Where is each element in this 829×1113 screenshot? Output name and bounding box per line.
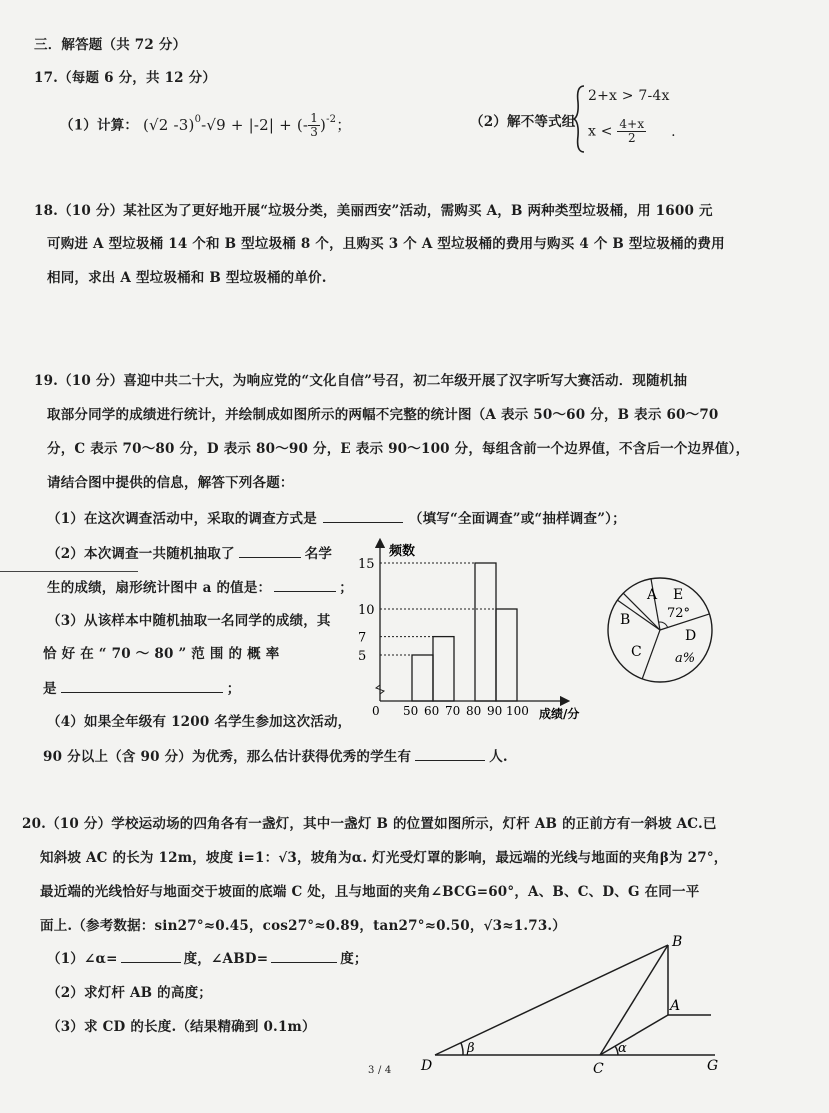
y-tick-label: 15 (358, 557, 375, 572)
bar-80-90 (475, 563, 496, 701)
expr-end: ； (336, 115, 352, 134)
q20-sub1-end: 度； (340, 951, 368, 967)
origin-label: 0 (372, 704, 380, 718)
bar-50-60 (412, 655, 433, 701)
answer-blank[interactable] (121, 948, 181, 963)
scan-margin-line (0, 571, 138, 572)
q20-sub1-alpha: （1）∠α= (47, 951, 118, 967)
x-tick-label: 100 (506, 704, 529, 718)
q20-sub2: （2）求灯杆 AB 的高度； (47, 985, 212, 1001)
frequency-bar-chart (335, 535, 605, 725)
answer-blank[interactable] (415, 746, 485, 761)
x-tick-label: 50 (403, 704, 419, 718)
q19-sub2-end: ； (339, 580, 353, 596)
q19-sub3-line1: （3）从该样本中随机抽取一名同学的成绩，其 (47, 613, 331, 629)
answer-blank[interactable] (274, 577, 336, 592)
inequality-line-1: 2+x > 7-4x (588, 88, 670, 104)
q18-line-2: 可购进 A 型垃圾桶 14 个和 B 型垃圾桶 8 个，且购买 3 个 A 型垃圾桶的费用与购买 4 个 B 型垃圾桶的费用 (47, 236, 725, 252)
expr-exp-2: -2 (326, 113, 337, 125)
label-beta: β (467, 1041, 475, 1056)
bar-60-70 (433, 637, 454, 701)
y-axis-label: 频数 (389, 544, 416, 559)
pie-label-D: D (685, 628, 697, 644)
ineq2-fraction (617, 118, 646, 145)
q19-sub4-end: 人. (489, 749, 508, 765)
answer-blank[interactable] (61, 678, 223, 693)
q19-sub2-text-2: 生的成绩，扇形统计图中 a 的值是： (47, 580, 272, 596)
q20-sub1-abd: 度，∠ABD= (183, 951, 269, 967)
q19-line-4: 请结合图中提供的信息，解答下列各题： (47, 475, 294, 491)
q17-part1 (60, 112, 351, 139)
sector-pie-chart (605, 570, 715, 690)
q19-sub4-text: 90 分以上（含 90 分）为优秀，那么估计获得优秀的学生有 (43, 749, 412, 765)
q20-line-2: 知斜坡 AC 的长为 12m，坡度 i=1：√3，坡角为α. 灯光受灯罩的影响，最远端的光线与地面的夹角β为 27°， (40, 850, 728, 866)
pie-label-C: C (631, 644, 642, 660)
q18-line-3: 相同，求出 A 型垃圾桶和 B 型垃圾桶的单价. (47, 270, 327, 286)
ineq2-end: . (671, 123, 676, 140)
x-axis-label: 成绩/分 (539, 707, 580, 721)
label-B: B (672, 934, 683, 950)
q20-line-1: 20.（10 分）学校运动场的四角各有一盏灯，其中一盏灯 B 的位置如图所示，灯杆 AB 的正前方有一斜坡 AC.已 (22, 816, 717, 832)
bar-90-100 (496, 609, 517, 701)
q19-sub4-line1: （4）如果全年级有 1200 名学生参加这次活动， (47, 714, 352, 730)
ineq2-lhs: x < (588, 123, 613, 140)
x-tick-label: 60 (424, 704, 440, 718)
label-C: C (593, 1061, 604, 1077)
q19-sub2-line2 (47, 576, 353, 596)
label-D: D (421, 1058, 433, 1074)
q19-sub1 (47, 507, 626, 527)
q19-sub3-end: ； (226, 681, 241, 697)
x-tick-label: 80 (466, 704, 482, 718)
line-DB (435, 945, 668, 1055)
pie-annotation-D: a% (675, 651, 696, 666)
label-G: G (707, 1058, 719, 1074)
y-tick-label: 7 (358, 630, 367, 646)
q19-sub2-line1 (47, 542, 332, 562)
q19-sub1-text: （1）在这次调查活动中，采取的调查方式是 (47, 511, 317, 527)
y-tick-label: 5 (358, 649, 367, 664)
q17-part2-label: （2）解不等式组 (470, 114, 576, 130)
q19-sub3-text: 是 (43, 681, 57, 697)
q19-sub2-unit: 名学 (304, 546, 333, 562)
pie-label-B: B (620, 612, 631, 628)
frac-denominator: 3 (310, 125, 319, 139)
pie-label-E: E (673, 587, 684, 603)
q19-sub1-hint: （填写“全面调查”或“抽样调查”）； (408, 511, 626, 527)
q20-sub1 (47, 947, 368, 967)
q19-line-3: 分，C 表示 70～80 分，D 表示 80～90 分，E 表示 90～100 分，每组含前一个边界值，不含后一个边界值）， (47, 441, 750, 457)
q19-sub3-line2: 恰 好 在 “ 70 ～ 80 ” 范 围 的 概 率 (43, 646, 280, 662)
pie-label-A: A (647, 587, 658, 603)
answer-blank[interactable] (323, 508, 403, 523)
slope-lamp-figure (415, 930, 735, 1080)
expr-fraction (308, 112, 320, 139)
q17-heading: 17.（每题 6 分，共 12 分） (34, 70, 217, 86)
label-A: A (670, 998, 681, 1014)
q19-line-1: 19.（10 分）喜迎中共二十大，为响应党的“文化自信”号召，初二年级开展了汉字听写大赛活动．现随机抽 (34, 373, 688, 389)
x-tick-label: 90 (487, 704, 503, 718)
y-tick-label: 10 (358, 603, 375, 618)
q19-line-2: 取部分同学的成绩进行统计，并绘制成如图所示的两幅不完整的统计图（A 表示 50～60 分，B 表示 60～70 (47, 407, 719, 423)
q20-sub3: （3）求 CD 的长度.（结果精确到 0.1m） (47, 1019, 316, 1035)
expr-part-c: ) (320, 115, 327, 134)
slope-CA (600, 1015, 668, 1055)
beta-arc (461, 1043, 463, 1055)
q19-sub4-line2 (43, 745, 508, 765)
q20-line-4: 面上.（参考数据：sin27°≈0.45，cos27°≈0.89，tan27°≈0.50，√3≈1.73.） (40, 918, 567, 934)
q19-sub3-line3 (43, 677, 240, 697)
answer-blank[interactable] (239, 543, 301, 558)
brace-icon (572, 84, 586, 154)
inequality-line-2 (588, 118, 676, 145)
q17-part1-expression (143, 111, 352, 139)
q19-sub2-text: （2）本次调查一共随机抽取了 (47, 546, 235, 562)
section-title: 三．解答题（共 72 分） (34, 37, 187, 53)
ineq2-numerator: 4+x (619, 117, 645, 131)
q20-line-3: 最近端的光线恰好与地面交于坡面的底端 C 处，且与地面的夹角∠BCG=60°，A、B、C、D、G 在同一平 (40, 884, 700, 900)
ineq2-denominator: 2 (627, 131, 636, 145)
label-alpha: α (618, 1041, 627, 1056)
q18-line-1: 18.（10 分）某社区为了更好地开展“垃圾分类，美丽西安”活动，需购买 A，B 两种类型垃圾桶，用 1600 元 (34, 203, 713, 219)
pie-divider (642, 630, 660, 679)
expr-part-a: (√2 -3) (143, 115, 195, 134)
expr-part-b: -√9 + |-2| + (- (201, 115, 309, 134)
frac-numerator: 1 (310, 111, 319, 125)
x-tick-label: 70 (445, 704, 461, 718)
q17-part1-label: （1）计算： (60, 117, 139, 134)
pie-annotation-E: 72° (667, 606, 691, 621)
page-number: 3 / 4 (368, 1065, 392, 1076)
expr-exp-0: 0 (194, 113, 202, 125)
answer-blank[interactable] (271, 948, 337, 963)
